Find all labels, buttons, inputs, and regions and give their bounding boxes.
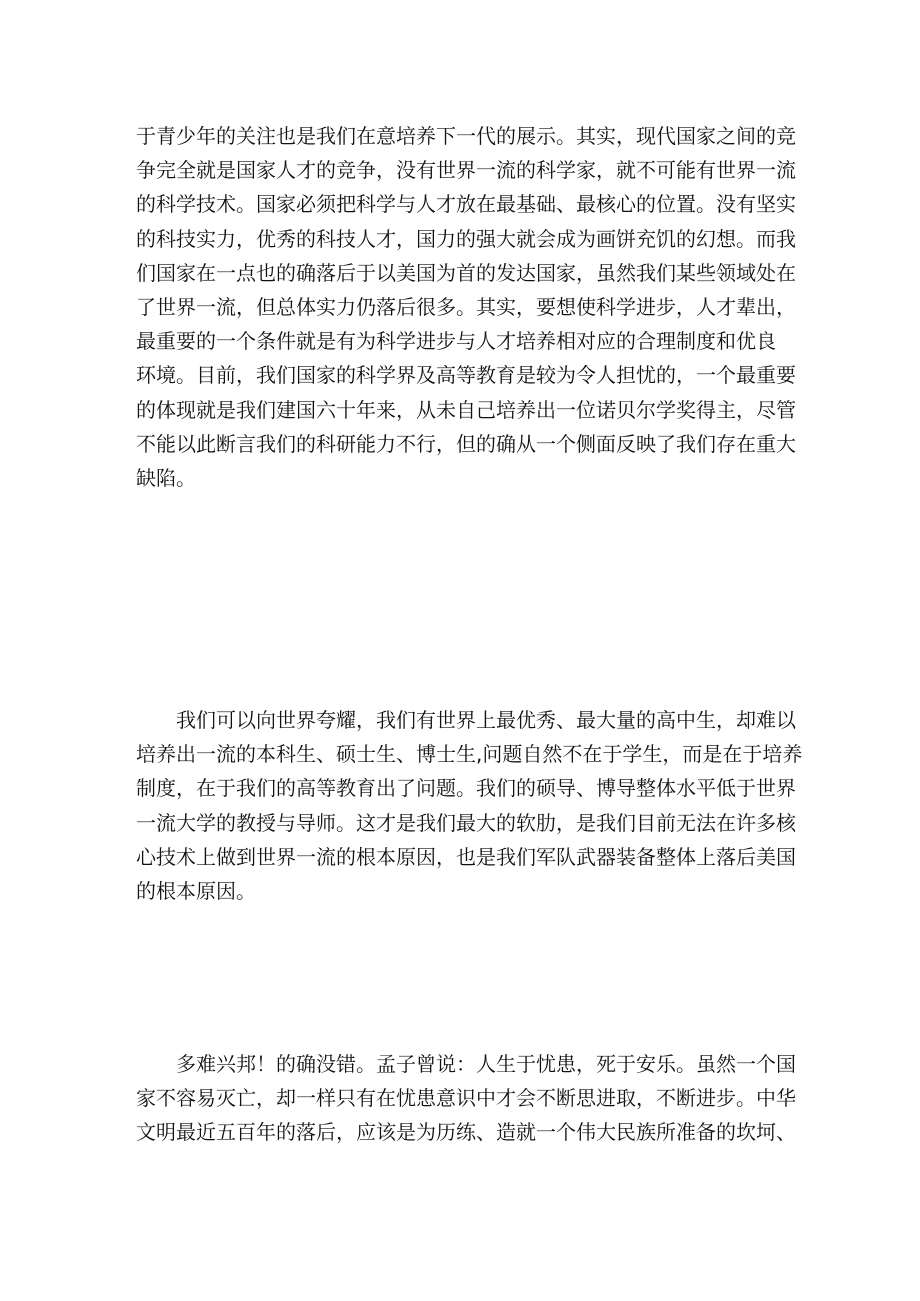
text-line: 多难兴邦！的确没错。孟子曾说：人生于忧患，死于安乐。虽然一个国 <box>136 1052 796 1076</box>
text-line: 于青少年的关注也是我们在意培养下一代的展示。其实，现代国家之间的竞 <box>136 124 796 148</box>
text-line: 缺陷。 <box>136 465 196 490</box>
text-line: 的根本原因。 <box>136 878 256 903</box>
paragraph-1 <box>136 119 796 495</box>
text-line: 争完全就是国家人才的竞争，没有世界一流的科学家，就不可能有世界一流 <box>136 158 796 183</box>
paragraph-2 <box>136 703 803 908</box>
text-line: 环境。目前，我们国家的科学界及高等教育是较为令人担忧的，一个最重要 <box>136 363 796 388</box>
text-line: 我们可以向世界夸耀，我们有世界上最优秀、最大量的高中生，却难以 <box>136 708 796 732</box>
text-line: 的体现就是我们建国六十年来，从未自己培养出一位诺贝尔学奖得主，尽管 <box>136 397 796 422</box>
text-line: 们国家在一点也的确落后于以美国为首的发达国家，虽然我们某些领域处在 <box>136 260 796 285</box>
text-line: 的科技实力，优秀的科技人才，国力的强大就会成为画饼充饥的幻想。而我 <box>136 226 796 251</box>
text-line: 不能以此断言我们的科研能力不行，但的确从一个侧面反映了我们存在重大 <box>136 431 796 456</box>
text-line: 的科学技术。国家必须把科学与人才放在最基础、最核心的位置。没有坚实 <box>136 192 796 217</box>
paragraph-3 <box>136 1047 796 1150</box>
text-line: 文明最近五百年的落后，应该是为历练、造就一个伟大民族所准备的坎坷、 <box>136 1120 796 1145</box>
text-line: 制度，在于我们的高等教育出了问题。我们的硕导、博导整体水平低于世界 <box>136 776 796 801</box>
text-line: 培养出一流的本科生、硕士生、博士生,问题自然不在于学生，而是在于培养 <box>136 742 803 767</box>
text-line: 最重要的一个条件就是有为科学进步与人才培养相对应的合理制度和优良 <box>136 329 776 354</box>
text-line: 一流大学的教授与导师。这才是我们最大的软肋，是我们目前无法在许多核 <box>136 810 796 835</box>
text-line: 了世界一流，但总体实力仍落后很多。其实，要想使科学进步，人才辈出， <box>136 294 796 319</box>
text-line: 家不容易灭亡，却一样只有在忧患意识中才会不断思进取，不断进步。中华 <box>136 1086 796 1111</box>
text-line: 心技术上做到世界一流的根本原因，也是我们军队武器装备整体上落后美国 <box>136 844 796 869</box>
